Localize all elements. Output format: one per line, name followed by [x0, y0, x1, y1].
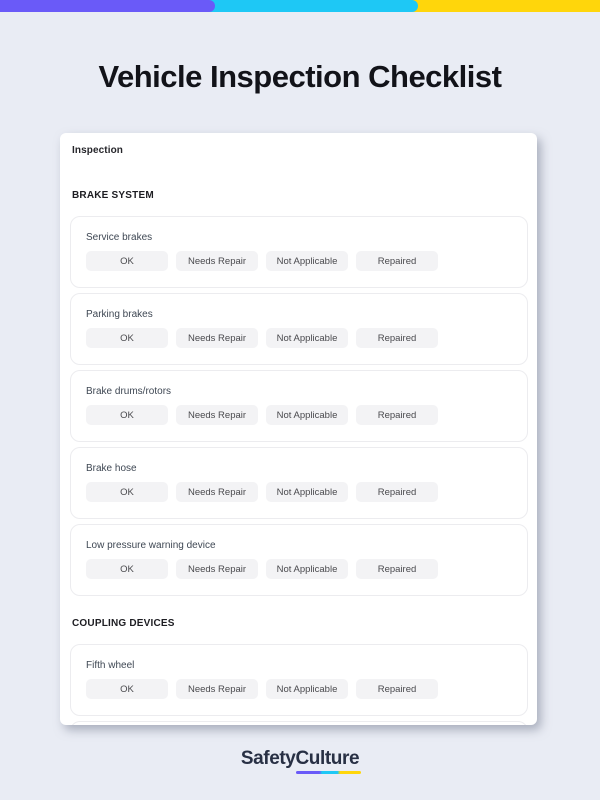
checklist-item-partial — [70, 721, 528, 725]
response-needs-repair-button[interactable]: Needs Repair — [176, 559, 258, 579]
checklist-item-label: Service brakes — [86, 232, 153, 243]
checklist-item — [70, 644, 528, 716]
response-ok-button[interactable]: OK — [86, 328, 168, 348]
response-repaired-button[interactable]: Repaired — [356, 679, 438, 699]
response-needs-repair-button[interactable]: Needs Repair — [176, 405, 258, 425]
response-needs-repair-button[interactable]: Needs Repair — [176, 328, 258, 348]
accent-bar-yellow — [390, 0, 600, 12]
response-options — [86, 482, 512, 502]
checklist-item-label: Parking brakes — [86, 309, 153, 320]
response-repaired-button[interactable]: Repaired — [356, 559, 438, 579]
checklist-item — [70, 524, 528, 596]
response-repaired-button[interactable]: Repaired — [356, 328, 438, 348]
response-options — [86, 405, 512, 425]
response-options — [86, 679, 512, 699]
response-ok-button[interactable]: OK — [86, 482, 168, 502]
inspection-sheet — [60, 133, 537, 725]
response-not-applicable-button[interactable]: Not Applicable — [266, 679, 348, 699]
response-not-applicable-button[interactable]: Not Applicable — [266, 559, 348, 579]
response-repaired-button[interactable]: Repaired — [356, 482, 438, 502]
response-ok-button[interactable]: OK — [86, 405, 168, 425]
response-not-applicable-button[interactable]: Not Applicable — [266, 328, 348, 348]
sheet-title: Inspection — [72, 145, 124, 156]
response-ok-button[interactable]: OK — [86, 251, 168, 271]
form-section — [70, 618, 528, 716]
top-accent-bar — [0, 0, 600, 12]
checklist-item — [70, 447, 528, 519]
checklist-item-label: Brake drums/rotors — [86, 386, 172, 397]
checklist-item-label: Brake hose — [86, 463, 137, 474]
response-ok-button[interactable]: OK — [86, 559, 168, 579]
response-needs-repair-button[interactable]: Needs Repair — [176, 251, 258, 271]
accent-bar-purple — [0, 0, 215, 12]
response-needs-repair-button[interactable]: Needs Repair — [176, 679, 258, 699]
footer — [0, 748, 600, 770]
response-options — [86, 559, 512, 579]
checklist-item-label: Fifth wheel — [86, 660, 135, 671]
response-repaired-button[interactable]: Repaired — [356, 405, 438, 425]
brand-left: Safety — [240, 748, 296, 769]
form-section — [70, 190, 528, 596]
checklist-item — [70, 216, 528, 288]
sections-container — [70, 190, 528, 716]
response-options — [86, 328, 512, 348]
page-title: Vehicle Inspection Checklist — [98, 59, 502, 94]
section-heading: BRAKE SYSTEM — [72, 190, 154, 201]
response-options — [86, 251, 512, 271]
checklist-item-label: Low pressure warning device — [86, 540, 216, 551]
response-not-applicable-button[interactable]: Not Applicable — [266, 251, 348, 271]
response-ok-button[interactable]: OK — [86, 679, 168, 699]
checklist-item — [70, 293, 528, 365]
response-not-applicable-button[interactable]: Not Applicable — [266, 405, 348, 425]
accent-bar-cyan — [190, 0, 418, 12]
brand-right: Culture — [295, 748, 359, 770]
checklist-item — [70, 370, 528, 442]
section-heading: COUPLING DEVICES — [72, 618, 175, 629]
brand-underline-gradient — [296, 771, 361, 774]
response-needs-repair-button[interactable]: Needs Repair — [176, 482, 258, 502]
response-repaired-button[interactable]: Repaired — [356, 251, 438, 271]
response-not-applicable-button[interactable]: Not Applicable — [266, 482, 348, 502]
safetyculture-logo — [241, 748, 359, 770]
